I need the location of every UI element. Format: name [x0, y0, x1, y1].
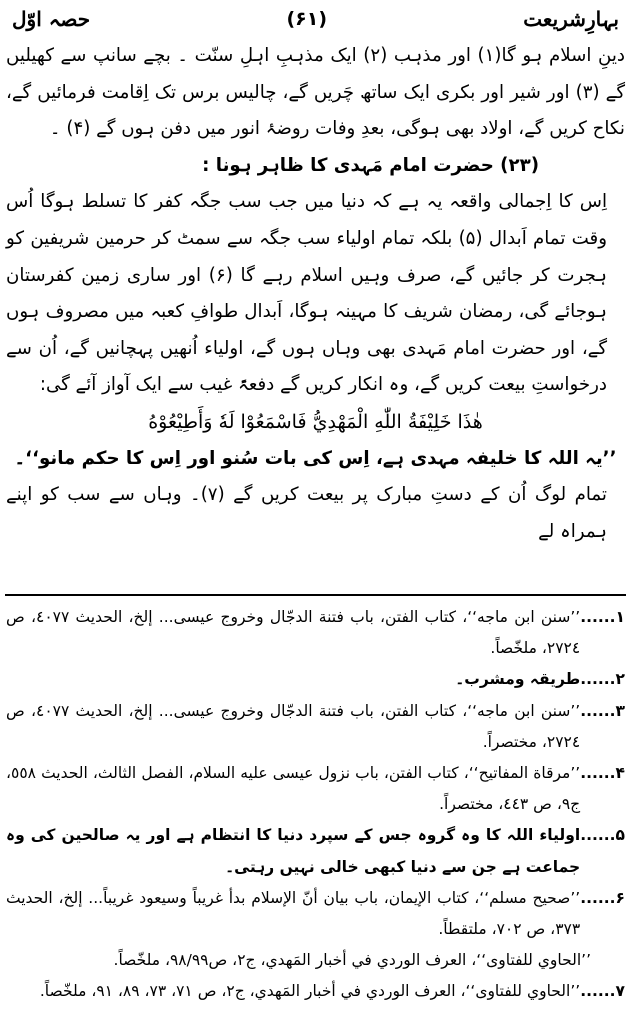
footnote-3: [6, 696, 625, 758]
quote-translation: ’’یہ اللہ کا خلیفہ مہدی ہے، اِس کی بات سُنو اور اِس کا حکم مانو‘‘۔: [14, 447, 617, 469]
footnote-text: ’’سنن ابن ماجه‘‘، كتاب الفتن، باب فتنة الدجّال وخروج عيسى... إلخ، الحديث ٤٠٧٧، ص ٢٧٢٤، ملخّصاً.: [6, 608, 581, 658]
main-text: [6, 38, 625, 550]
paragraph-2: اِس کا اِجمالی واقعہ یہ ہے کہ دنیا میں جب سب جگہ کفر کا تسلط ہوگا اُس وقت تمام اَبدال (۵) بلکہ تمام اولیاء سب جگہ سے سمٹ کر حرمین شریفین کو ہجرت کر جائیں گے، صرف وہیں اسلام رہے گا (۶) اور ساری زمین کفرستان ہوجائے گی، رمضان شریف کا مہینہ ہوگا، اَبدال طوافِ کعبہ میں مصروف ہوں گے، اور حضرت امام مَہدی بھی وہاں ہوں گے، اولیاء اُنھیں پہچانیں گے، اُن سے درخواستِ بیعت کریں گے، وہ انکار کریں گے دفعۃً غیب سے ایک آواز آئے گی:: [6, 191, 607, 396]
footnote-6-continued: [6, 945, 625, 976]
footnote-marker: ۵......: [580, 826, 625, 845]
footnote-marker: ۳......: [580, 701, 625, 720]
footnote-text: اولیاء اللہ کا وہ گروہ جس کے سپرد دنیا کا انتظام ہے اور یہ صالحین کی وہ جماعت ہے جن سے دنیا کبھی خالی نہیں رہتی۔: [6, 826, 581, 876]
footnote-4: [6, 758, 625, 820]
footnotes: [6, 602, 625, 1008]
footnote-text: ’’مرقاة المفاتيح‘‘، كتاب الفتن، باب نزول عيسى عليه السلام، الفصل الثالث، الحديث ٥٥٨، ج٩، ص ٤٤٣، مختصراً.: [6, 764, 581, 814]
paragraph-1: دینِ اسلام ہو گا(۱) اور مذہب (۲) ایک مذہبِ اہلِ سنّت ۔ بچے سانپ سے کھیلیں گے (۳) اور شیر اور بکری ایک ساتھ چَریں گے، چالیس برس تک اِقامت فرمائیں گے، نکاح کریں گے، اولاد بھی ہوگی، بعدِ وفات روضۂ انور میں دفن ہوں گے (۴) ۔: [6, 45, 625, 140]
footnote-marker: ۲......: [580, 670, 625, 689]
footnote-text: ’’سنن ابن ماجه‘‘، كتاب الفتن، باب فتنة الدجّال وخروج عيسى... إلخ، الحديث ٤٠٧٧، ص ٢٧٢٤، مختصراً.: [6, 701, 581, 751]
footnote-marker: ۱......: [580, 608, 625, 626]
footnote-text: طریقہ ومشرب۔: [455, 670, 581, 689]
page-number: (۶۱): [286, 8, 327, 30]
footnote-text: ’’صحيح مسلم‘‘، كتاب الإيمان، باب بيان أنّ الإسلام بدأ غريباً وسيعود غريباً... إلخ، الحديث ٣٧٣، ص ٧٠٢، ملتقطاً.: [6, 888, 581, 939]
footnote-6: [6, 883, 625, 945]
footnote-7: [6, 976, 625, 1007]
book-title: بہارِشریعت: [523, 7, 619, 31]
part-label: حصہ اوّل: [12, 7, 91, 31]
footnote-2: [6, 664, 625, 695]
footnote-text: ’’الحاوي للفتاوى‘‘، العرف الوردي في أخبار المَهدي، ج٢، ص٩٨/٩٩، ملخّصاً.: [113, 951, 591, 970]
footnote-marker: ۷......: [580, 982, 625, 1001]
footnote-text: ’’الحاوي للفتاوى‘‘، العرف الوردي في أخبار المَهدي، ج٢، ص ٧١، ٧٣، ٨٩، ٩١، ملخّصاً.: [39, 982, 581, 1001]
footnote-divider: [5, 594, 626, 596]
page-header: [12, 2, 619, 36]
section-heading: (۲۳) حضرت امام مَہدی کا ظاہر ہونا :: [202, 154, 539, 176]
paragraph-3: تمام لوگ اُن کے دستِ مبارک پر بیعت کریں گے (۷)۔ وہاں سے سب کو اپنے ہمراہ لے: [6, 484, 607, 542]
footnote-marker: ۴......: [580, 764, 625, 783]
footnote-5: [6, 820, 625, 882]
footnote-marker: ۶......: [580, 888, 625, 907]
arabic-quote: هٰذَا خَلِيْفَةُ اللّٰهِ الْمَهْدِيُّ فَاسْمَعُوْا لَهٗ وَأَطِيْعُوْهُ: [148, 410, 483, 433]
footnote-1: [6, 602, 625, 664]
